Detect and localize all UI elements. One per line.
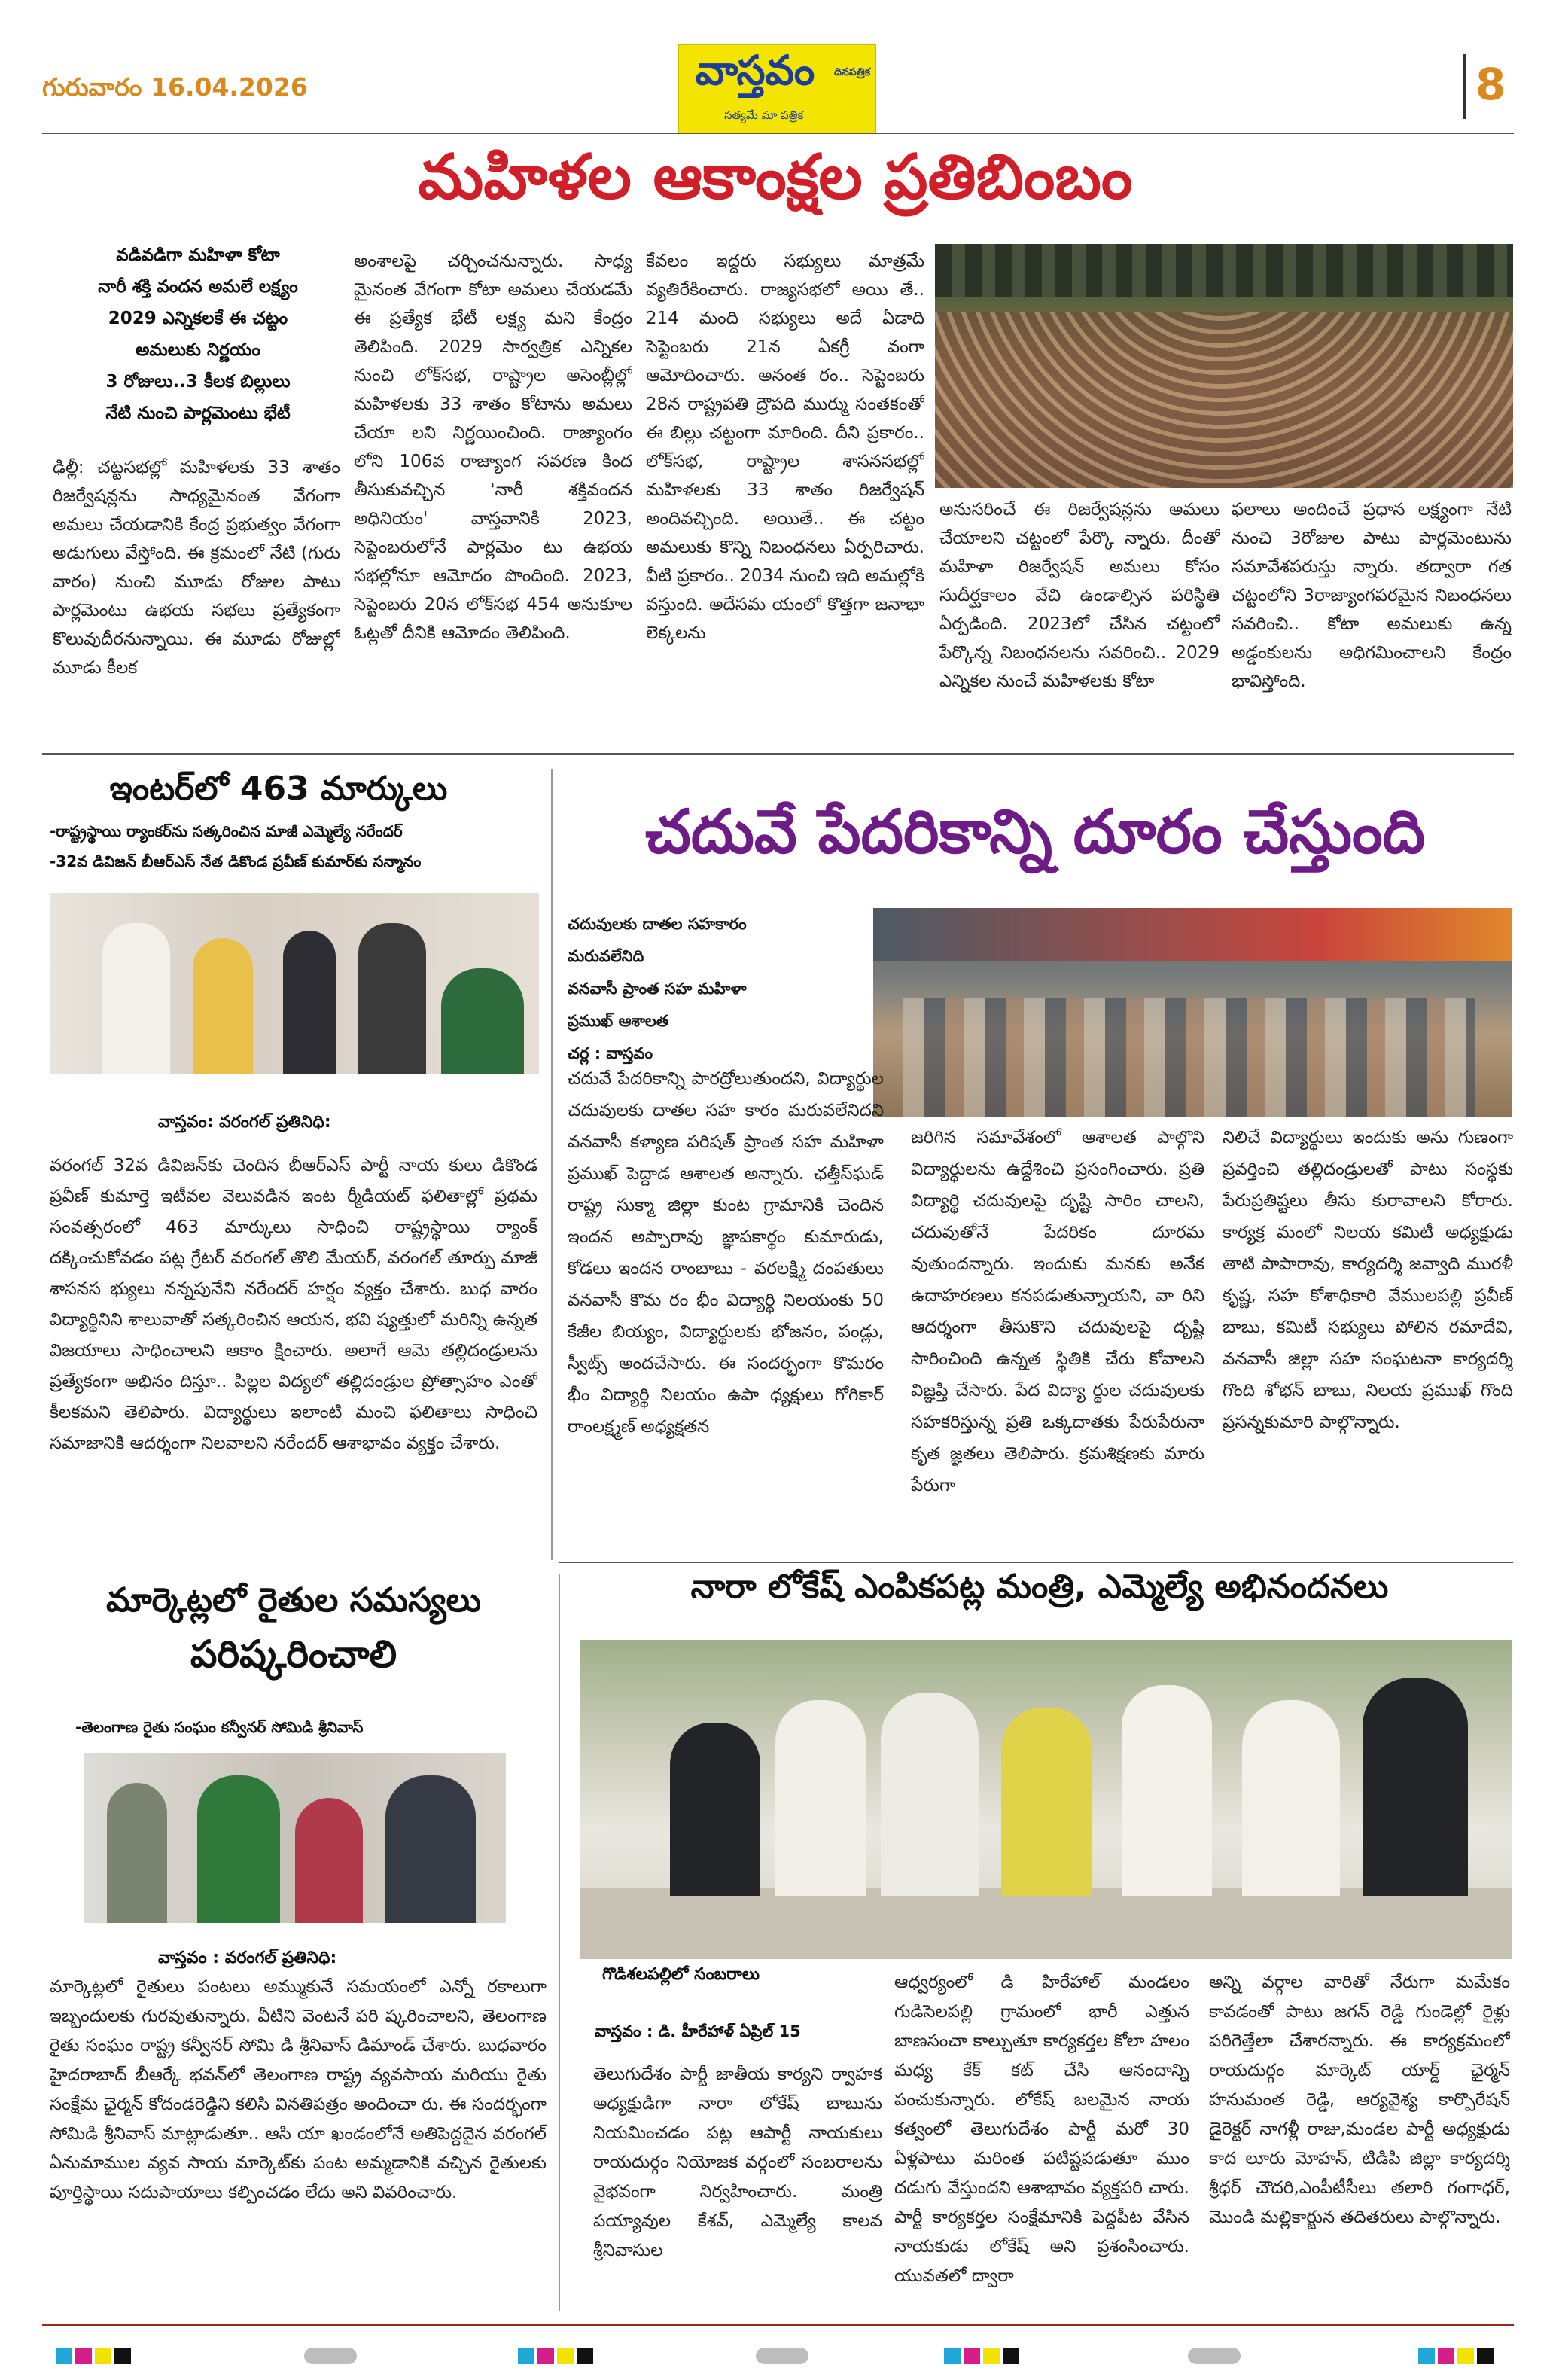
article1-col2: అంశాలపై చర్చించనున్నారు. సాధ్య మైనంత వేగంగా కోటా అమలు చేయడమే ఈ ప్రత్యేక భేటీ లక్ష్య మని కేంద్రం తెలిపింది. 2029 సార్వత్రిక ఎన్నికల నుంచి లోక్‌సభ, రాష్ట్రాల అసెంబ్లీల్లో మహిళలకు 33 శాతం కోటాను అమలు చేయా లని నిర్ణయించింది. రాజ్యాంగం లోని 106వ రాజ్యాంగ సవరణ కింద తీసుకువచ్చిన 'నారీ శక్తివందన అధినియం' వాస్తవానికి 2023, సెప్టెంబరులోనే పార్లమెం టు ఉభయ సభల్లోనూ ఆమోదం పొందింది. 2023, సెప్టెంబరు 20న లోక్‌సభ 454 అనుకూల ఓట్లతో దీనికి ఆమోదం తెలిపింది. [354, 251, 632, 643]
article3-col1: చదువే పేదరికాన్ని పారద్రోలుతుందని, విద్యార్థుల చదువులకు దాతల సహ కారం మరువలేనిదని వనవాసీ కళ్యాణ పరిషత్ ప్రాంత సహ మహిళా ప్రముఖ్ పెద్దాడ ఆశాలత అన్నారు. ఛత్తీస్‌ఘడ్ రాష్ట్ర సుక్మా జిల్లా కుంట గ్రామానికి చెందిన ఇందన అప్పారావు జ్ఞాపకార్థం కుమారుడు, కోడలు ఇందన రాంబాబు - వరలక్ష్మి దంపతులు వనవాసీ కొమ రం భీం విద్యార్థి నిలయంకు 50 కేజీల బియ్యం, విద్యార్థులకు భోజనం, పండ్లు, స్వీట్స్ అందచేసారు. ఈ సందర్భంగా కొమరం భీం విద్యార్థి నిలయం ఉపా ధ్యక్షులు గోగికార్ రాంలక్ష్మణ్ అధ్యక్షతన [568, 1069, 884, 1437]
article2-headline: ఇంటర్‌లో 463 మార్కులు [109, 769, 448, 808]
felicitation-photo [50, 893, 539, 1074]
footer-rule [42, 2324, 1514, 2326]
article4-subheading: -తెలంగాణ రైతు సంఘం కన్వీనర్ సోమిడి శ్రీనివాస్ [75, 1718, 364, 1736]
article5-headline: నారా లోకేష్ ఎంపికపట్ల మంత్రి, ఎమ్మెల్యే అభినందనలు [690, 1568, 1389, 1606]
kicker-line: చదువులకు దాతల సహకారం [568, 915, 747, 933]
kicker-line: నేటి నుంచి పార్లమెంటు భేటీ [105, 404, 291, 423]
article4-dateline: వాస్తవం : వరంగల్ ప్రతినిధి: [158, 1949, 337, 1967]
article2-subheading: -రాష్ట్రస్థాయి ర్యాంకర్‌ను సత్కరించిన మాజీ ఎమ్మెల్యే నరేందర్ [50, 822, 403, 840]
logo-tagline: సత్యమే మా పత్రిక [724, 108, 804, 122]
article5-kicker: గొడిశలపల్లిలో సంబరాలు [602, 1965, 760, 1984]
petition-photo [84, 1753, 506, 1923]
article3-col3: నిలిచే విద్యార్థులు ఇందుకు అను గుణంగా ప్రవర్తించి తల్లిదండ్రులతో పాటు సంస్థకు పేరుప్రతిష్టలు తీసు కురావాలని కోరారు. కార్యక్ర మంలో నిలయ కమిటీ అధ్యక్షుడు తాటి పాపారావు, కార్యదర్శి జవ్వాది మురళీ కృష్ణ, సహ కోశాధికారి వేములపల్లి ప్రవీణ్ బాబు, కమిటీ సభ్యులు పోలిన రమాదేవి, వనవాసీ జిల్లా సహ సంఘటనా కార్యదర్శి గొంది శోభన్ బాబు, నిలయ ప్రముఖ్ గొంది ప్రసన్నకుమారి పాల్గొన్నారు. [1223, 1128, 1513, 1432]
article3-kicker [568, 908, 869, 1070]
kicker-line: అమలుకు నిర్ణయం [136, 340, 260, 360]
article1-col4: అనుసరించే ఈ రిజర్వేషన్లను అమలు చేయాలని చట్టంలో పేర్కొ న్నారు. దీంతో మహిళా రిజర్వేషన్ అమలు కోసం సుదీర్ఘకాలం వేచి ఉండాల్సిన పరిస్థితి ఏర్పడింది. 2023లో చేసిన చట్టంలో పేర్కొన్న నిబంధనలను సవరించి.. 2029 ఎన్నికల నుంచే మహిళలకు కోటా [939, 500, 1220, 691]
article3-dateline: చర్ల : వాస్తవం [568, 1044, 653, 1062]
page-number: 8 [1475, 59, 1506, 110]
column-divider [551, 769, 553, 1560]
header-date: గురువారం 16.04.2026 [42, 72, 308, 102]
kicker-line: వనవాసీ ప్రాంత సహ మహిళా [568, 980, 747, 998]
article5-col2: ఆధ్వర్యంలో డి హిరేహాల్ మండలం గుడిసెలపల్లి గ్రామంలో భారీ ఎత్తున బాణసంచా కాల్చుతూ కార్యకర్తల కోలా హలం మధ్య కేక్ కట్ చేసి ఆనందాన్ని పంచుకున్నారు. లోకేష్ బలమైన నాయ కత్వంలో తెలుగుదేశం పార్టీ మరో 30 ఏళ్లపాటు మరింత పటిష్టపడుతూ ముం దడుగు వేస్తుందని ఆశాభావం వ్యక్తపరి చారు. పార్టీ కార్యకర్తల సంక్షేమానికి పెద్దపీట వేసిన నాయకుడు లోకేష్ అని ప్రశంసించారు. యువతలో ద్వారా [894, 1973, 1189, 2286]
page-number-divider [1463, 54, 1466, 119]
kicker-line: ప్రముఖ్ ఆశాలత [568, 1012, 669, 1030]
article1-col5: ఫలాలు అందించే ప్రధాన లక్ష్యంగా నేటి నుంచి 3రోజుల పాటు పార్లమెంటును సమావేశపరుస్తు న్నారు. తద్వారా గత చట్టంలోని 3రాజ్యాంగపరమైన నిబంధనలు సవరించి.. కోటా అమలుకు ఉన్న అడ్డంకులను అధిగమించాలని కేంద్రం భావిస్తోంది. [1232, 500, 1512, 691]
column-divider [559, 1574, 560, 2311]
kicker-line: 2029 ఎన్నికలకే ఈ చట్టం [108, 309, 288, 328]
article3-headline: చదువే పేదరికాన్ని దూరం చేస్తుంది [644, 797, 1426, 867]
article1-col3: కేవలం ఇద్దరు సభ్యులు మాత్రమే వ్యతిరేకించారు. రాజ్యసభలో అయి తే.. 214 మంది సభ్యులు అదే ఏడాది సెప్టెంబరు 21న ఏకగ్రీ వంగా ఆమోదించారు. అనంత రం.. సెప్టెంబరు 28న రాష్ట్రపతి ద్రౌపది ముర్ము సంతకంతో ఈ బిల్లు చట్టంగా మారింది. దీని ప్రకారం.. లోక్‌సభ, రాష్ట్రాల శాసనసభల్లో మహిళలకు 33 శాతం రిజర్వేషన్ అందివచ్చింది. అయితే.. ఈ చట్టం అమలుకు కొన్ని నిబంధనలు ఏర్పరిచారు. వీటి ప్రకారం.. 2034 నుంచి ఇది అమల్లోకి వస్తుంది. అదేసమ యంలో కొత్తగా జనాభా లెక్కలను [646, 251, 924, 643]
parliament-photo [935, 244, 1513, 488]
article1-kicker [53, 239, 343, 429]
article2-subheading: -32వ డివిజన్ బీఆర్ఎస్ నేత డికొండ ప్రవీణ్ కుమార్‌కు సన్మానం [50, 852, 422, 870]
article5-dateline: వాస్తవం : డి. హీరేహాళ్ ఏప్రిల్ 15 [595, 2022, 801, 2040]
kicker-line: 3 రోజులు..3 కీలక బిల్లులు [105, 372, 291, 392]
celebration-photo [580, 1640, 1512, 1959]
masthead-logo [678, 44, 876, 134]
article4-body: మార్కెట్లలో రైతులు పంటలు అమ్ముకునే సమయంలో ఎన్నో రకాలుగా ఇబ్బందులకు గురవుతున్నారు. వీటిని వెంటనే పరి ష్కరించాలని, తెలంగాణ రైతు సంఘం రాష్ట్ర కన్వీనర్ సోమి డి శ్రీనివాస్ డిమాండ్ చేశారు. బుధవారం హైదరాబాద్ బీఆర్కే భవన్‌లో తెలంగాణ రాష్ట్ర వ్యవసాయ మరియు రైతు సంక్షేమ ఛైర్మన్ కోదండరెడ్డిని కలిసి వినతిపత్రం అందించా రు. ఈ సందర్భంగా సోమిడి శ్రీనివాస్ మాట్లాడుతూ.. ఆసి యా ఖండంలోనే అతిపెద్దదైన వరంగల్ ఏనుమాముల వ్యవ సాయ మార్కెట్‌కు పంట అమ్మడానికి వచ్చిన రైతులకు పూర్తిస్థాయి సదుపాయాలు కల్పించడం లేదు అని వివరించారు. [50, 1977, 547, 2202]
article4-headline: పరిష్కరించాలి [190, 1632, 397, 1676]
article5-col1: తెలుగుదేశం పార్టీ జాతీయ కార్యని ర్వాహక అధ్యక్షుడిగా నారా లోకేష్ బాబును నియమించడం పట్ల ఆపార్టీ నాయకులు రాయదుర్గం నియోజక వర్గంలో సంబరాలను వైభవంగా నిర్వహించారు. మంత్రి పయ్యావుల కేశవ్, ఎమ్మెల్యే కాలవ శ్రీనివాసుల [593, 2065, 882, 2260]
section-rule-1 [42, 753, 1514, 755]
article2-body: వరంగల్ 32వ డివిజన్‌కు చెందిన బీఆర్ఎస్ పార్టీ నాయ కులు డికొండ ప్రవీణ్ కుమార్తె ఇటీవల వెలువడిన ఇంట ర్మీడియట్ ఫలితాల్లో ప్రథమ సంవత్సరంలో 463 మార్కులు సాధించి రాష్ట్రస్థాయి ర్యాంక్ దక్కించుకోవడం పట్ల గ్రేటర్ వరంగల్ తొలి మేయర్, వరంగల్ తూర్పు మాజీ శాసనస భ్యులు నన్నపునేని నరేందర్ హర్షం వ్యక్తం చేశారు. బుధ వారం విద్యార్థినిని శాలువాతో సత్కరించిన ఆయన, భవి ష్యత్తులో మరిన్ని ఉన్నత విజయాలు సాధించాలని ఆకాం క్షించారు. అలాగే ఆమె తల్లిదండ్రులను ప్రత్యేకంగా అభినం దిస్తూ.. పిల్లల విద్యలో తల్లిదండ్రుల ప్రోత్సాహం ఎంతో కీలకమని తెలిపారు. విద్యార్థులు ఇలాంటి మంచి ఫలితాలు సాధించి సమాజానికి ఆదర్శంగా నిలవాలని నరేందర్ ఆశాభావం వ్యక్తం చేశారు. [50, 1156, 537, 1453]
article5-col3: అన్ని వర్గాల వారితో నేరుగా మమేకం కావడంతో పాటు జగన్ రెడ్డి గుండెల్లో రైళ్లు పరిగెత్తేలా చేశారన్నారు. ఈ కార్యక్రమంలో రాయదుర్గం మార్కెట్ యార్డ్ ఛైర్మన్ హనుమంత రెడ్డి, ఆర్యవైశ్య కార్పొరేషన్ డైరెక్టర్ నాగళ్లీ రాజు,మండల పార్టీ అధ్యక్షుడు కాద లూరు మోహన్, టిడిపి జిల్లా కార్యదర్శి శ్రీధర్ చౌదరి,ఎంపీటీసీలు తలారి గంగాధర్, మొండి మల్లికార్జున తదితరులు పాల్గొన్నారు. [1209, 1973, 1510, 2227]
article2-dateline: వాస్తవం: వరంగల్ ప్రతినిధి: [158, 1113, 331, 1132]
article1-col1: ఢిల్లీ: చట్టసభల్లో మహిళలకు 33 శాతం రిజర్వేషన్లను సాధ్యమైనంత వేగంగా అమలు చేయడానికి కేంద్ర ప్రభుత్వం వేగంగా అడుగులు వేస్తోంది. ఈ క్రమంలో నేటి (గురు వారం) నుంచి మూడు రోజుల పాటు పార్లమెంటు ఉభయ సభలు ప్రత్యేకంగా కొలువుదీరనున్నాయి. ఈ మూడు రోజుల్లో మూడు కీలక [53, 458, 340, 678]
students-photo [873, 908, 1512, 1117]
registration-marks [0, 2348, 1556, 2370]
article4-headline: మార్కెట్లలో రైతుల సమస్యలు [105, 1581, 482, 1620]
kicker-line: వడివడిగా మహిళా కోటా [116, 245, 280, 265]
logo-small-text: దినపత్రిక [834, 66, 870, 78]
article3-col2: జరిగిన సమావేశంలో ఆశాలత పాల్గొని విద్యార్థులను ఉద్దేశించి ప్రసంగించారు. ప్రతి విద్యార్థి చదువులపై దృష్టి సారిం చాలని, చదువుతోనే పేదరికం దూరమ వుతుందన్నారు. ఇందుకు మనకు అనేక ఉదాహరణలు కనపడుతున్నాయని, వా రిని ఆదర్శంగా తీసుకొని చదువులపై దృష్టి సారించింది ఉన్నత స్థితికి చేరు కోవాలని విజ్ఞప్తి చేసారు. పేద విద్యా ర్థుల చదువులకు సహకరిస్తున్న ప్రతి ఒక్కదాతకు పేరుపేరునా కృత జ్ఞతలు తెలిపారు. క్రమశిక్షణకు మారు పేరుగా [911, 1128, 1204, 1495]
kicker-line: మరువలేనిది [568, 947, 644, 965]
header-rule [42, 133, 1514, 134]
article1-headline: మహిళల ఆకాంక్షల ప్రతిబింబం [418, 142, 1133, 213]
logo-title: వాస్తవం [695, 47, 815, 94]
kicker-line: నారీ శక్తి వందన అమలే లక్ష్యం [98, 277, 298, 297]
